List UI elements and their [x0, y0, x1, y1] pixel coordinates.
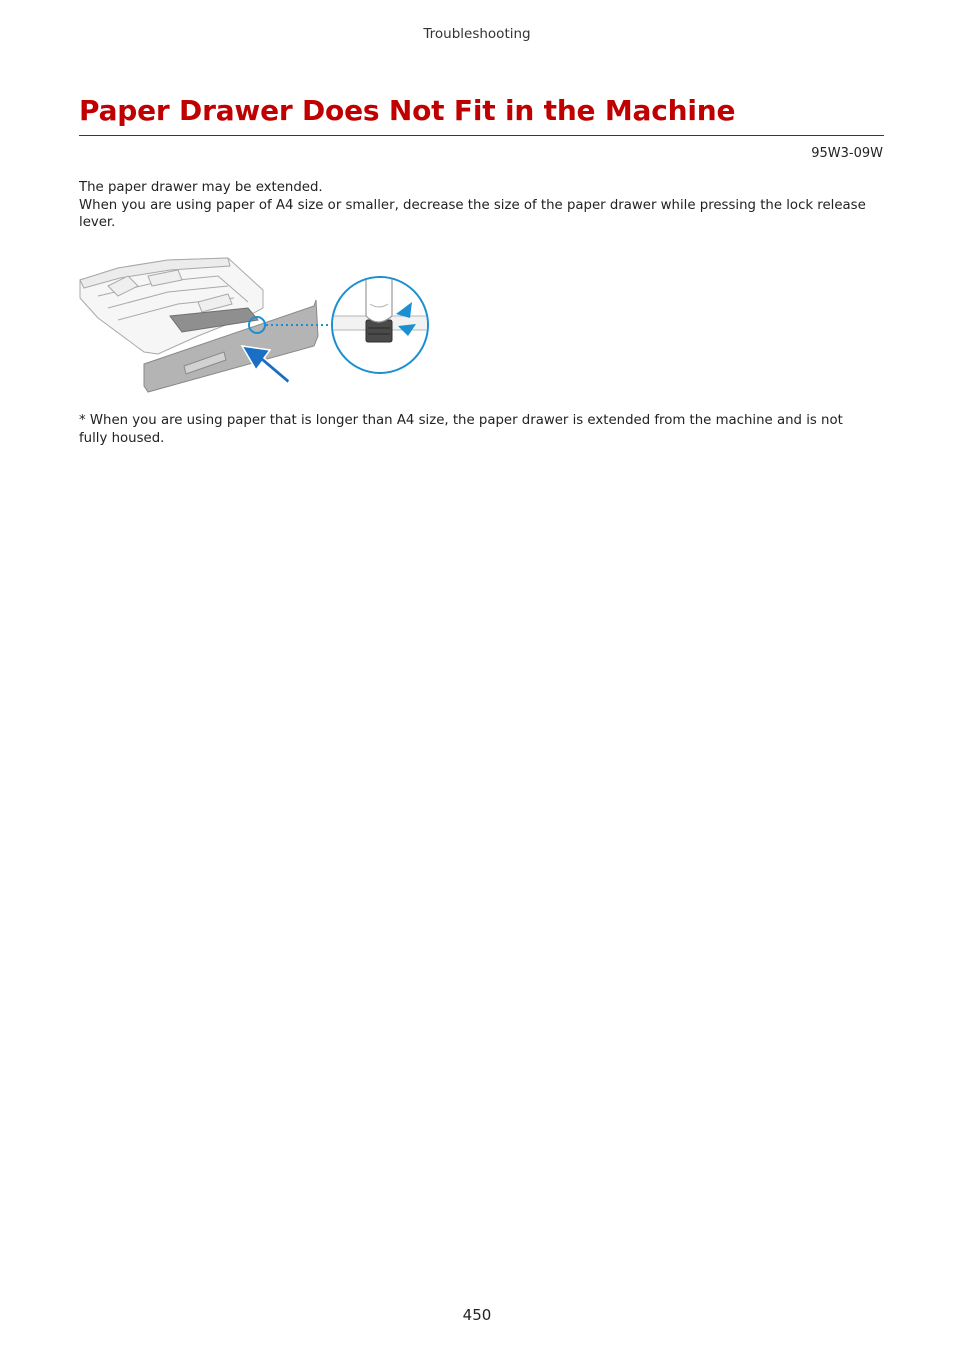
running-header: Troubleshooting — [423, 26, 531, 42]
page-title: Paper Drawer Does Not Fit in the Machine — [79, 94, 736, 127]
zoom-detail — [332, 276, 428, 373]
title-rule — [79, 135, 884, 136]
paper-drawer-illustration — [78, 246, 434, 394]
footnote: * When you are using paper that is longer than A4 size, the paper drawer is extended from the machine and is not fully housed. — [79, 413, 843, 446]
body-line-2: When you are using paper of A4 size or smaller, decrease the size of the paper drawer while pressing the lock release lever. — [79, 197, 866, 230]
page-number: 450 — [462, 1306, 492, 1324]
lock-release-lever — [366, 320, 392, 342]
finger-icon — [366, 276, 392, 322]
body-line-1: The paper drawer may be extended. — [79, 180, 323, 195]
document-id: 95W3-09W — [811, 146, 883, 161]
body-text — [79, 179, 884, 232]
